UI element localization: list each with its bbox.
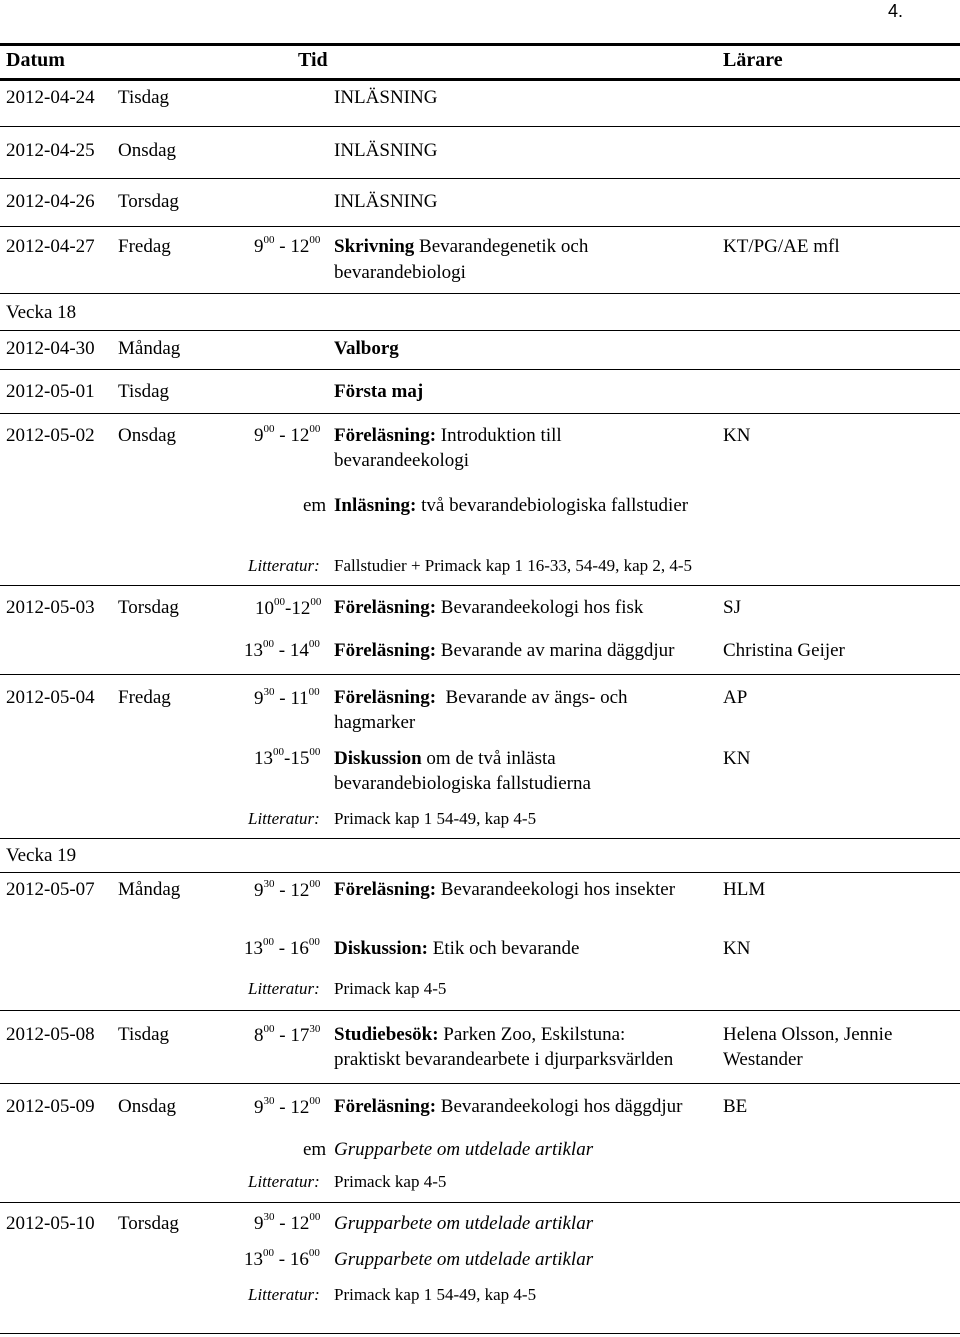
- row-divider: [0, 1202, 960, 1203]
- time-cell: $9^{30} - 11^{00}$: [254, 685, 320, 709]
- week-label: Vecka 18: [6, 302, 77, 323]
- activity-cell: Föreläsning: Bevarandeekologi hos fisk: [334, 597, 644, 618]
- row-divider: [0, 178, 960, 179]
- header-bottom-rule: [0, 78, 960, 81]
- teacher-cell: KT/PG/AE mfl: [723, 236, 840, 257]
- day-cell: Fredag: [118, 687, 171, 708]
- day-cell: Onsdag: [118, 425, 177, 446]
- date-cell: 2012-04-27: [6, 236, 95, 257]
- teacher-cell: Helena Olsson, Jennie: [723, 1024, 893, 1045]
- activity-cell: Föreläsning: Bevarande av ängs- och: [334, 687, 628, 708]
- teacher-cell: Christina Geijer: [723, 640, 845, 661]
- page-number: 4.: [888, 1, 904, 21]
- activity-cell-line2: bevarandebiologi: [334, 262, 466, 283]
- activity-cell: Föreläsning: Bevarande av marina däggdjur: [334, 640, 675, 661]
- row-divider: [0, 1083, 960, 1084]
- row-divider: [0, 1010, 960, 1011]
- literature-label: Litteratur:: [248, 979, 320, 998]
- day-cell: Fredag: [118, 236, 171, 257]
- date-cell: 2012-04-30: [6, 338, 95, 359]
- table-bottom-rule: [0, 1333, 960, 1334]
- header-tid: Tid: [298, 49, 328, 71]
- activity-cell: Föreläsning: Bevarandeekologi hos däggdjur: [334, 1096, 683, 1117]
- activity-cell: INLÄSNING: [334, 191, 438, 212]
- date-cell: 2012-05-01: [6, 381, 95, 402]
- teacher-cell: SJ: [723, 597, 741, 618]
- activity-cell: Studiebesök: Parken Zoo, Eskilstuna:: [334, 1024, 626, 1045]
- row-divider: [0, 674, 960, 675]
- activity-cell: Inläsning: två bevarandebiologiska fallstudier: [334, 495, 689, 516]
- row-divider: [0, 330, 960, 331]
- row-divider: [0, 413, 960, 414]
- activity-cell: Diskussion om de två inlästa: [334, 748, 556, 769]
- activity-cell: Skrivning Bevarandegenetik och: [334, 236, 589, 257]
- row-divider: [0, 585, 960, 586]
- literature-text: Primack kap 1 54-49, kap 4-5: [334, 1285, 537, 1304]
- activity-cell: Grupparbete om utdelade artiklar: [334, 1139, 594, 1160]
- time-cell: $13^{00} - 16^{00}$: [244, 1246, 320, 1270]
- row-divider: [0, 293, 960, 294]
- teacher-cell: BE: [723, 1096, 748, 1117]
- day-cell: Tisdag: [118, 1024, 170, 1045]
- row-divider: [0, 126, 960, 127]
- day-cell: Måndag: [118, 338, 181, 359]
- time-cell: em: [303, 1139, 327, 1160]
- time-cell: $13^{00} - 14^{00}$: [244, 637, 320, 661]
- day-cell: Torsdag: [118, 1213, 179, 1234]
- day-cell: Torsdag: [118, 191, 179, 212]
- time-cell: $13^{00}-15^{00}$: [254, 745, 321, 769]
- date-cell: 2012-05-03: [6, 597, 95, 618]
- day-cell: Torsdag: [118, 597, 179, 618]
- time-cell: $9^{00} - 12^{00}$: [254, 422, 321, 446]
- header-larare: Lärare: [723, 49, 783, 71]
- day-cell: Onsdag: [118, 1096, 177, 1117]
- teacher-cell: HLM: [723, 879, 766, 900]
- literature-text: Fallstudier + Primack kap 1 16-33, 54-49, kap 2, 4-5: [334, 556, 693, 575]
- week-label: Vecka 19: [6, 845, 77, 866]
- date-cell: 2012-05-10: [6, 1213, 95, 1234]
- date-cell: 2012-05-07: [6, 879, 95, 900]
- date-cell: 2012-04-24: [6, 87, 95, 108]
- day-cell: Onsdag: [118, 140, 177, 161]
- row-divider: [0, 226, 960, 227]
- literature-label: Litteratur:: [248, 1172, 320, 1191]
- time-cell: $13^{00} - 16^{00}$: [244, 935, 320, 959]
- date-cell: 2012-05-04: [6, 687, 95, 708]
- activity-cell-line2: praktiskt bevarandearbete i djurparksvärlden: [334, 1049, 674, 1070]
- time-cell: em: [303, 495, 327, 516]
- header-datum: Datum: [6, 49, 65, 71]
- literature-label: Litteratur:: [248, 809, 320, 828]
- row-divider: [0, 838, 960, 839]
- activity-cell: Diskussion: Etik och bevarande: [334, 938, 580, 959]
- literature-text: Primack kap 4-5: [334, 1172, 447, 1191]
- day-cell: Måndag: [118, 879, 181, 900]
- literature-label: Litteratur:: [248, 556, 320, 575]
- date-cell: 2012-05-02: [6, 425, 95, 446]
- activity-cell: INLÄSNING: [334, 87, 438, 108]
- teacher-cell: KN: [723, 748, 751, 769]
- activity-cell: Första maj: [334, 381, 424, 402]
- activity-cell: Föreläsning: Introduktion till: [334, 425, 562, 446]
- time-cell: $10^{00}-12^{00}$: [255, 595, 322, 619]
- time-cell: $9^{00} - 12^{00}$: [254, 233, 321, 257]
- time-cell: $9^{30} - 12^{00}$: [254, 1210, 321, 1234]
- day-cell: Tisdag: [118, 87, 170, 108]
- date-cell: 2012-04-25: [6, 140, 95, 161]
- header-top-rule: [0, 43, 960, 46]
- teacher-cell: KN: [723, 425, 751, 446]
- time-cell: $9^{30} - 12^{00}$: [254, 1094, 321, 1118]
- literature-text: Primack kap 4-5: [334, 979, 447, 998]
- teacher-cell-line2: Westander: [723, 1049, 803, 1070]
- literature-text: Primack kap 1 54-49, kap 4-5: [334, 809, 537, 828]
- activity-cell-line2: bevarandebiologiska fallstudierna: [334, 773, 591, 794]
- day-cell: Tisdag: [118, 381, 170, 402]
- activity-cell: Grupparbete om utdelade artiklar: [334, 1213, 594, 1234]
- row-divider: [0, 369, 960, 370]
- row-divider: [0, 872, 960, 873]
- activity-cell: INLÄSNING: [334, 140, 438, 161]
- activity-cell: Föreläsning: Bevarandeekologi hos insekter: [334, 879, 676, 900]
- activity-cell: Grupparbete om utdelade artiklar: [334, 1249, 594, 1270]
- date-cell: 2012-05-08: [6, 1024, 95, 1045]
- teacher-cell: AP: [723, 687, 748, 708]
- teacher-cell: KN: [723, 938, 751, 959]
- time-cell: $9^{30} - 12^{00}$: [254, 877, 321, 901]
- time-cell: $8^{00} - 17^{30}$: [254, 1022, 321, 1046]
- literature-label: Litteratur:: [248, 1285, 320, 1304]
- activity-cell-line2: hagmarker: [334, 712, 416, 733]
- date-cell: 2012-04-26: [6, 191, 95, 212]
- activity-cell: Valborg: [334, 338, 399, 359]
- activity-cell-line2: bevarandeekologi: [334, 450, 470, 471]
- date-cell: 2012-05-09: [6, 1096, 95, 1117]
